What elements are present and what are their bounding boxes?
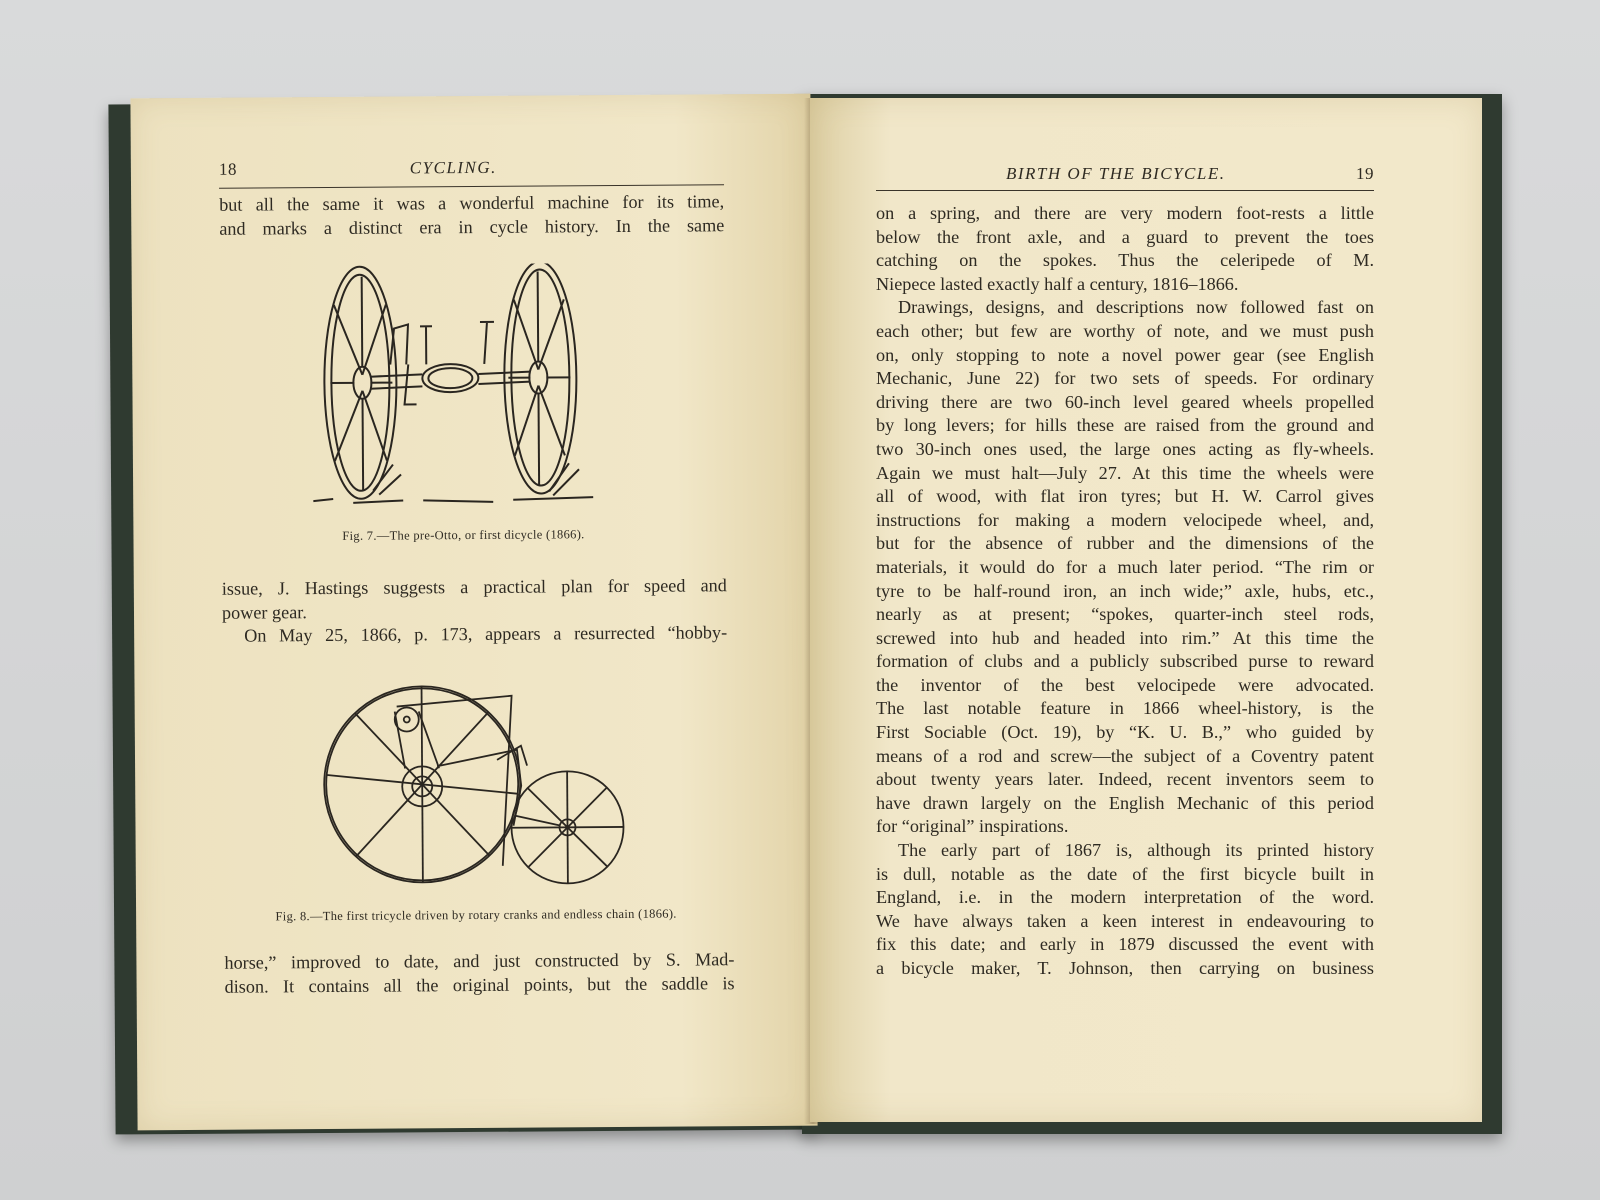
text-line: but for the absence of rubber and the dimensions of the: [876, 533, 1374, 554]
text-line: about twenty years later. Indeed, recent inventors seem to: [876, 769, 1374, 790]
text-line: two 30-inch ones used, the large ones acting as fly-wheels.: [876, 438, 1374, 459]
text-line: materials, it would do for a much later period. “The rim or: [876, 556, 1374, 577]
text-line: but all the same it was a wonderful machine for its time,: [219, 191, 725, 215]
right-text-body: [876, 202, 1374, 981]
figure-8-caption: Fig. 8.—The first tricycle driven by rotary cranks and endless chain (1866).: [275, 906, 677, 924]
text-line: Drawings, designs, and descriptions now followed fast on: [898, 297, 1374, 318]
open-book: [112, 88, 1502, 1140]
text-line: The last notable feature in 1866 wheel-history, is the: [876, 698, 1374, 719]
text-line: instructions for making a modern velocipede wheel, and,: [876, 509, 1374, 530]
right-page-number: 19: [1356, 164, 1374, 183]
text-line: all of wood, with flat iron tyres; but H. W. Carrol gives: [876, 486, 1374, 507]
text-line: each other; but few are worthy of note, and we must push: [876, 320, 1374, 341]
text-line: formation of clubs and a publicly subscribed purse to reward: [876, 651, 1374, 672]
text-line: Mechanic, June 22) for two sets of speeds. For ordinary: [876, 368, 1374, 389]
figure-7-caption: Fig. 7.—The pre-Otto, or first dicycle (1866).: [342, 527, 585, 543]
text-line: Niepece lasted exactly half a century, 1816–1866.: [876, 273, 1239, 294]
text-line: a bicycle maker, T. Johnson, then carrying on business: [876, 958, 1374, 978]
text-line: have drawn largely on the English Mechanic of this period: [876, 792, 1374, 813]
text-line: by long levers; for hills these are raised from the ground and: [876, 415, 1374, 436]
right-head-rule: [876, 190, 1374, 191]
text-line: screwed into hub and headed into rim.” At this time the: [876, 627, 1374, 648]
text-line: Again we must halt—July 27. At this time the wheels were: [876, 462, 1374, 483]
text-line: driving there are two 60-inch level geared wheels propelled: [876, 391, 1374, 412]
text-line: the inventor of the best velocipede were advocated.: [876, 674, 1374, 695]
text-line: is dull, notable as the date of the first bicycle built in: [876, 863, 1374, 884]
left-running-head: [219, 156, 727, 180]
left-running-title: CYCLING.: [409, 157, 497, 178]
text-line: The early part of 1867 is, although its printed history: [898, 840, 1374, 861]
text-line: We have always taken a keen interest in endeavouring to: [876, 910, 1374, 931]
text-line: and marks a distinct era in cycle history. In the same: [219, 214, 725, 239]
right-running-title: BIRTH OF THE BICYCLE.: [1006, 164, 1226, 183]
text-line: catching on the spokes. Thus the celeripede of M.: [876, 250, 1374, 271]
text-line: on a spring, and there are very modern foot-rests a little: [876, 203, 1374, 223]
text-line: fix this date; and early in 1879 discussed the event with: [876, 934, 1374, 955]
left-text-bottom: [224, 948, 734, 999]
left-text-top: [219, 190, 724, 241]
text-line: nearly as at present; “spokes, quarter-inch steel rods,: [876, 604, 1374, 625]
text-line: horse,” improved to date, and just constructed by S. Mad-: [224, 949, 735, 973]
text-line: below the front axle, and a guard to prevent the toes: [876, 226, 1374, 247]
text-line: on, only stopping to note a novel power gear (see English: [876, 344, 1374, 365]
text-line: power gear.: [221, 601, 307, 623]
right-page: [810, 98, 1482, 1122]
text-line: dison. It contains all the original points, but the saddle is: [224, 972, 735, 997]
figure-7-dicycle-illustration: [312, 263, 614, 525]
text-line: tyre to be half-round iron, an inch wide;” axle, hubs, etc.,: [876, 580, 1374, 601]
text-line: issue, J. Hastings suggests a practical plan for speed and: [221, 575, 727, 599]
text-line: for “original” inspirations.: [876, 816, 1069, 837]
left-text-middle: [222, 574, 727, 648]
text-line: On May 25, 1866, p. 173, appears a resurrected “hobby-: [244, 622, 728, 646]
right-running-head: [876, 164, 1374, 184]
left-head-rule: [219, 184, 724, 189]
text-line: England, i.e. in the modern interpretation of the word.: [876, 887, 1374, 908]
left-page-number: 18: [218, 159, 237, 179]
text-line: means of a rod and screw—the subject of a Coventry patent: [876, 745, 1374, 766]
left-page: [130, 94, 817, 1131]
figure-8-tricycle-illustration: [316, 675, 648, 902]
text-line: First Sociable (Oct. 19), by “K. U. B.,” who guided by: [876, 722, 1374, 743]
